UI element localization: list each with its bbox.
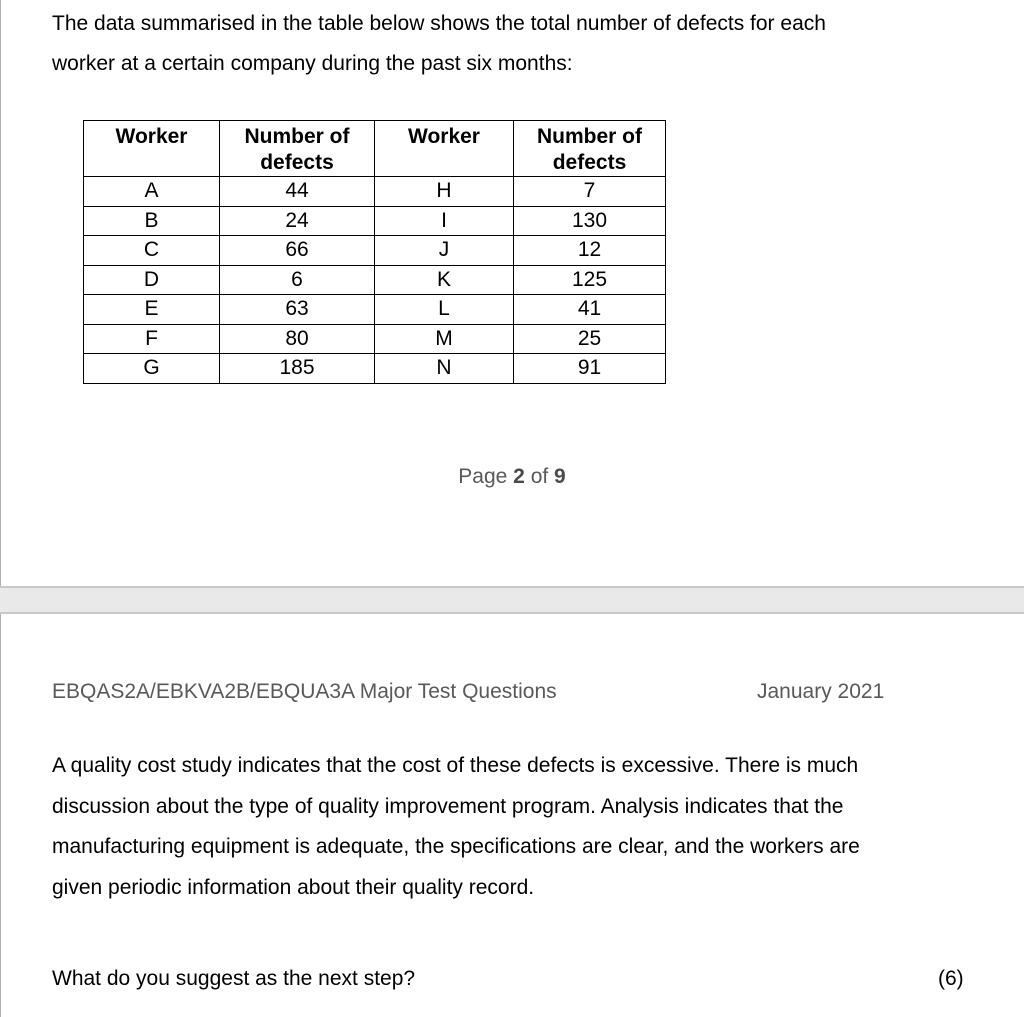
question-marks: (6) xyxy=(938,967,964,990)
defects-table xyxy=(83,120,666,384)
table-row xyxy=(84,265,666,295)
table-cell: M xyxy=(375,324,514,354)
table-cell: 80 xyxy=(220,324,375,354)
table-cell: J xyxy=(375,236,514,266)
table-cell: K xyxy=(375,265,514,295)
table-cell: I xyxy=(375,206,514,236)
paragraph-line-2: discussion about the type of quality improvement program. Analysis indicates that the xyxy=(52,794,844,818)
page-total: 9 xyxy=(554,465,566,488)
course-header: EBQAS2A/EBKVA2B/EBQUA3A Major Test Questions xyxy=(52,680,557,703)
table-cell: 24 xyxy=(220,206,375,236)
table-cell: B xyxy=(84,206,220,236)
intro-text xyxy=(52,4,992,84)
header-defects-2: Number of defects xyxy=(514,121,666,177)
table-cell: N xyxy=(375,354,514,384)
intro-line-1: The data summarised in the table below shows the total number of defects for each xyxy=(52,12,826,35)
table-row xyxy=(84,324,666,354)
table-cell: 6 xyxy=(220,265,375,295)
date-header: January 2021 xyxy=(757,680,885,703)
page-number xyxy=(0,465,1024,489)
table-cell: 63 xyxy=(220,295,375,325)
table-cell: 41 xyxy=(514,295,666,325)
table-cell: 130 xyxy=(514,206,666,236)
table-cell: L xyxy=(375,295,514,325)
body-paragraph xyxy=(52,746,992,908)
table-cell: A xyxy=(84,177,220,207)
table-cell: 185 xyxy=(220,354,375,384)
table-cell: E xyxy=(84,295,220,325)
table-row xyxy=(84,206,666,236)
paragraph-line-4: given periodic information about their quality record. xyxy=(52,875,535,899)
table-row xyxy=(84,236,666,266)
table-cell: 25 xyxy=(514,324,666,354)
intro-line-2: worker at a certain company during the past six months: xyxy=(52,52,573,75)
table-row xyxy=(84,354,666,384)
page-separator xyxy=(0,586,1024,614)
table-cell: G xyxy=(84,354,220,384)
table-header-row xyxy=(84,121,666,177)
header-worker-1: Worker xyxy=(84,121,220,177)
table-cell: F xyxy=(84,324,220,354)
page-current: 2 xyxy=(513,465,525,488)
paragraph-line-1: A quality cost study indicates that the cost of these defects is excessive. There is much xyxy=(52,754,859,777)
table-row xyxy=(84,177,666,207)
table-cell: 7 xyxy=(514,177,666,207)
header-defects-1: Number of defects xyxy=(220,121,375,177)
table-cell: D xyxy=(84,265,220,295)
table-cell: C xyxy=(84,236,220,266)
table-cell: 91 xyxy=(514,354,666,384)
table-cell: 44 xyxy=(220,177,375,207)
page-left-border xyxy=(0,0,1,1017)
paragraph-line-3: manufacturing equipment is adequate, the specifications are clear, and the workers are xyxy=(52,835,860,858)
page-of: of xyxy=(530,465,549,488)
question-text: What do you suggest as the next step? xyxy=(52,967,416,990)
header-worker-2: Worker xyxy=(375,121,514,177)
table-cell: 12 xyxy=(514,236,666,266)
table-cell: 125 xyxy=(514,265,666,295)
table-cell: 66 xyxy=(220,236,375,266)
table-row xyxy=(84,295,666,325)
table-cell: H xyxy=(375,177,514,207)
page-prefix: Page xyxy=(458,465,508,488)
